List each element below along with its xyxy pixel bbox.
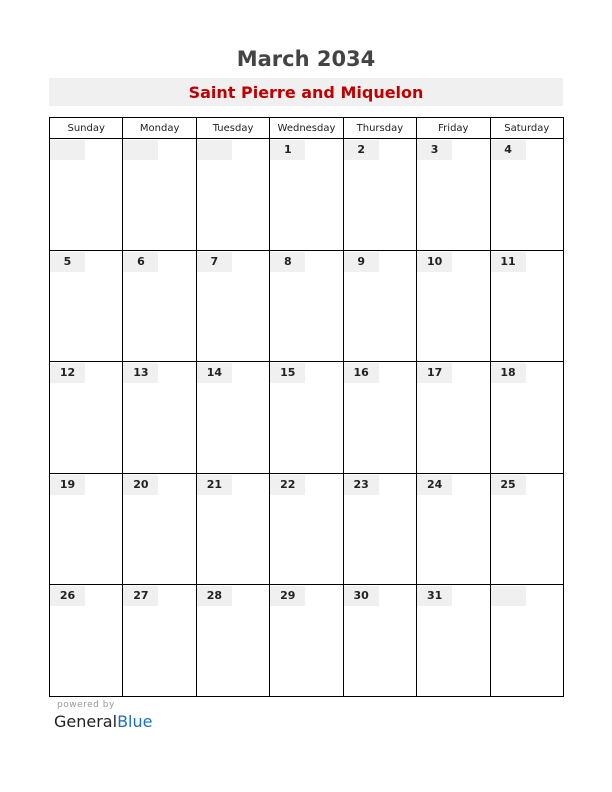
day-cell: [50, 250, 123, 362]
day-number: 14: [197, 363, 232, 383]
logo-general-text: General: [54, 712, 118, 731]
weekday-thursday: Thursday: [343, 118, 416, 139]
day-number: [123, 140, 158, 160]
day-number: 1: [270, 140, 305, 160]
day-cell: [417, 250, 490, 362]
week-row: [50, 250, 564, 362]
day-cell: [123, 139, 196, 251]
powered-by-label: powered by: [57, 700, 115, 710]
day-number: 21: [197, 475, 232, 495]
day-number: 13: [123, 363, 158, 383]
day-cell: [123, 473, 196, 585]
weekday-tuesday: Tuesday: [196, 118, 269, 139]
day-number: 8: [270, 252, 305, 272]
weekday-header-row: [50, 118, 564, 139]
day-number: 27: [123, 586, 158, 606]
weekday-sunday: Sunday: [50, 118, 123, 139]
day-cell: [270, 362, 343, 474]
day-cell: [123, 585, 196, 697]
weekday-friday: Friday: [417, 118, 490, 139]
day-number: [197, 140, 232, 160]
day-cell: [343, 473, 416, 585]
week-row: [50, 585, 564, 697]
day-cell: [417, 139, 490, 251]
logo-blue-text: Blue: [117, 712, 153, 731]
day-cell: [490, 139, 563, 251]
day-number: 3: [417, 140, 452, 160]
day-cell: [343, 585, 416, 697]
day-cell: [50, 139, 123, 251]
day-cell: [123, 362, 196, 474]
day-cell: [490, 250, 563, 362]
day-cell: [50, 362, 123, 474]
day-cell: [270, 585, 343, 697]
day-number: 12: [50, 363, 85, 383]
day-cell: [196, 473, 269, 585]
day-number: 24: [417, 475, 452, 495]
weekday-monday: Monday: [123, 118, 196, 139]
day-cell: [490, 473, 563, 585]
day-number: 30: [344, 586, 379, 606]
region-name: Saint Pierre and Miquelon: [49, 78, 563, 106]
day-cell: [490, 585, 563, 697]
day-number: 20: [123, 475, 158, 495]
day-number: 29: [270, 586, 305, 606]
day-number: [491, 586, 526, 606]
day-cell: [417, 473, 490, 585]
day-cell: [490, 362, 563, 474]
day-number: 9: [344, 252, 379, 272]
calendar-title: March 2034: [236, 47, 376, 71]
day-number: 18: [491, 363, 526, 383]
day-number: 15: [270, 363, 305, 383]
day-cell: [343, 250, 416, 362]
day-number: [50, 140, 85, 160]
generalblue-logo[interactable]: [54, 712, 152, 731]
day-number: 31: [417, 586, 452, 606]
day-number: 2: [344, 140, 379, 160]
day-cell: [270, 473, 343, 585]
week-row: [50, 139, 564, 251]
calendar-grid: [49, 117, 564, 697]
week-row: [50, 362, 564, 474]
day-number: 16: [344, 363, 379, 383]
day-number: 4: [491, 140, 526, 160]
week-row: [50, 473, 564, 585]
day-number: 19: [50, 475, 85, 495]
day-number: 28: [197, 586, 232, 606]
day-cell: [343, 362, 416, 474]
day-number: 6: [123, 252, 158, 272]
day-cell: [196, 250, 269, 362]
day-number: 25: [491, 475, 526, 495]
day-number: 11: [491, 252, 526, 272]
day-cell: [270, 139, 343, 251]
day-cell: [196, 362, 269, 474]
day-cell: [50, 473, 123, 585]
day-cell: [417, 585, 490, 697]
day-number: 10: [417, 252, 452, 272]
day-cell: [196, 139, 269, 251]
day-cell: [417, 362, 490, 474]
day-number: 7: [197, 252, 232, 272]
day-cell: [196, 585, 269, 697]
day-cell: [343, 139, 416, 251]
day-cell: [123, 250, 196, 362]
day-cell: [270, 250, 343, 362]
day-number: 22: [270, 475, 305, 495]
day-number: 23: [344, 475, 379, 495]
day-number: 17: [417, 363, 452, 383]
weekday-saturday: Saturday: [490, 118, 563, 139]
day-cell: [50, 585, 123, 697]
weekday-wednesday: Wednesday: [270, 118, 343, 139]
day-number: 5: [50, 252, 85, 272]
day-number: 26: [50, 586, 85, 606]
